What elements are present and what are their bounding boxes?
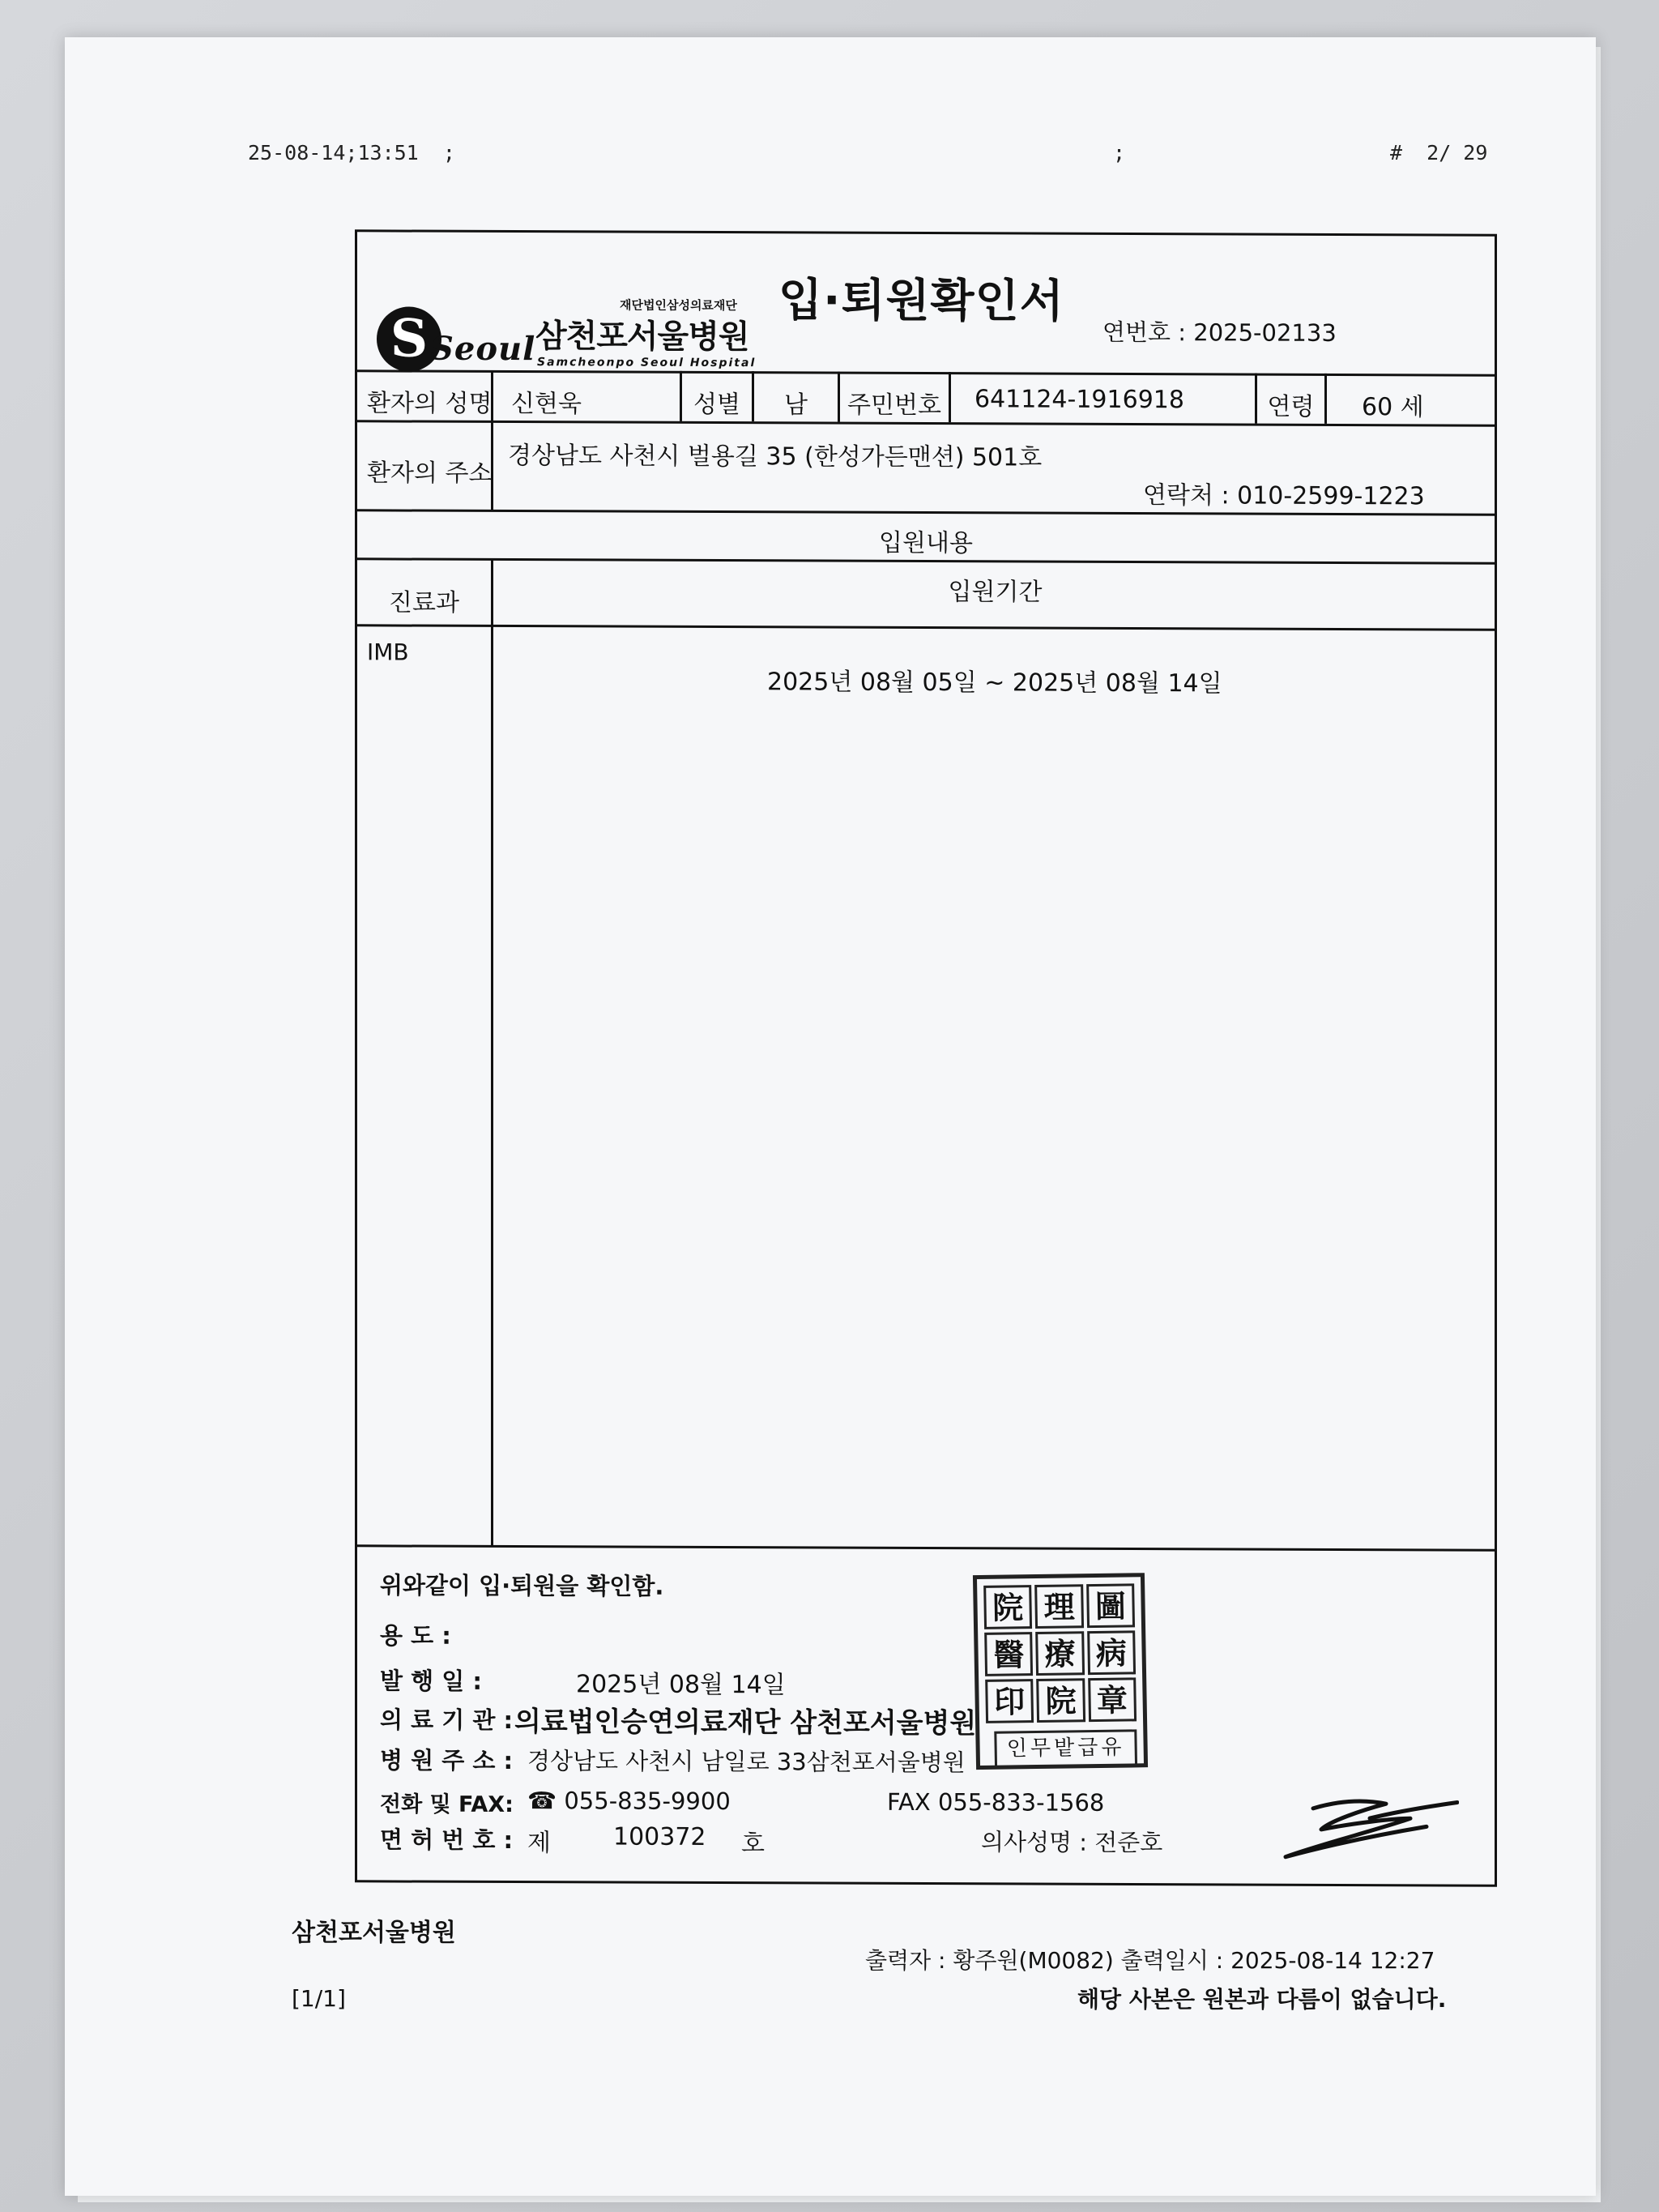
sex-label: 성별 [693, 390, 740, 420]
issue-date-label: 발 행 일 : [380, 1667, 482, 1695]
seal-glyph: 病 [1087, 1630, 1136, 1675]
hospital-logo [377, 295, 757, 386]
seal-glyph: 理 [1034, 1584, 1083, 1629]
age-label: 연령 [1267, 392, 1315, 421]
hospital-fax: FAX 055-833-1568 [887, 1787, 1105, 1817]
admission-section-title: 입원내용 [879, 528, 973, 558]
patient-address: 경상남도 사천시 벌용길 35 (한성가든맨션) 501호 [508, 442, 1043, 472]
seal-glyph: 章 [1088, 1677, 1137, 1722]
doctor-signature [1273, 1794, 1459, 1868]
logo-emblem: S [377, 306, 441, 371]
fax-page-counter: # 2/ 29 [1390, 141, 1488, 164]
fax-header [65, 141, 1596, 170]
admission-form [355, 229, 1497, 1886]
patient-name-label: 환자의 성명 [367, 389, 493, 418]
admission-period-label: 입원기간 [948, 578, 1043, 607]
seal-glyph: 院 [1036, 1678, 1085, 1723]
institution-name: 의료법인승연의료재단 삼천포서울병원 [514, 1706, 977, 1740]
footer-print-info: 출력자 : 황주원(M0082) 출력일시 : 2025-08-14 12:27 [865, 1947, 1435, 1974]
license-suffix: 호 [741, 1830, 765, 1859]
seal-caption: 인무밭급유 [994, 1729, 1137, 1768]
document-page [65, 37, 1596, 2196]
patient-sex: 남 [784, 391, 808, 420]
patient-name: 신현욱 [511, 390, 582, 419]
serial-number: 연번호 : 2025-02133 [1102, 318, 1337, 347]
fax-timestamp: 25-08-14;13:51 ; [248, 141, 455, 164]
seal-glyph: 圖 [1086, 1583, 1135, 1628]
license-prefix: 제 [527, 1829, 551, 1858]
issue-date: 2025년 08월 14일 [576, 1670, 786, 1700]
footer-hospital-name: 삼천포서울병원 [292, 1919, 456, 1947]
seal-glyph: 印 [985, 1679, 1034, 1723]
footer-copy-notice: 해당 사본은 원본과 다름이 없습니다. [1077, 1986, 1447, 2013]
hospital-address-label: 병 원 주 소 : [380, 1746, 514, 1775]
purpose-label: 용 도 : [380, 1621, 451, 1650]
seal-glyph: 醫 [984, 1632, 1033, 1676]
logo-hospital-name: 삼천포서울병원 [535, 318, 749, 357]
admission-period: 2025년 08월 05일 ~ 2025년 08월 14일 [767, 668, 1222, 698]
hospital-address: 경상남도 사천시 남일로 33삼천포서울병원 [527, 1747, 966, 1777]
address-label: 환자의 주소 [367, 459, 493, 488]
department-label: 진료과 [389, 588, 459, 617]
id-number-label: 주민번호 [847, 391, 941, 421]
institution-label: 의 료 기 관 : [380, 1706, 514, 1735]
patient-id-number: 641124-1916918 [975, 385, 1184, 415]
patient-contact: 연락처 : 010-2599-1223 [1143, 481, 1425, 511]
seal-glyph: 療 [1035, 1631, 1084, 1676]
license-label: 면 허 번 호 : [380, 1826, 514, 1855]
logo-wordmark: Seoul [430, 329, 536, 369]
doctor-name: 의사성명 : 전준호 [981, 1828, 1163, 1857]
official-seal-stamp [973, 1573, 1148, 1770]
footer-page-indicator: [1/1] [292, 1985, 346, 2012]
phone-fax-label: 전화 및 FAX: [380, 1791, 514, 1818]
logo-tagline: 재단법인삼성의료재단 [620, 297, 737, 314]
document-title: 입·퇴원확인서 [778, 274, 1064, 328]
department-value: IMB [367, 638, 409, 666]
license-number: 100372 [613, 1822, 706, 1851]
logo-english-name: Samcheonpo Seoul Hospital [537, 356, 757, 370]
confirmation-statement: 위와같이 입·퇴원을 확인함. [380, 1571, 664, 1600]
patient-age: 60 세 [1362, 393, 1424, 422]
hospital-phone: ☎ 055-835-9900 [527, 1787, 731, 1816]
fax-separator: ; [1113, 141, 1126, 164]
seal-glyph: 院 [983, 1585, 1032, 1629]
